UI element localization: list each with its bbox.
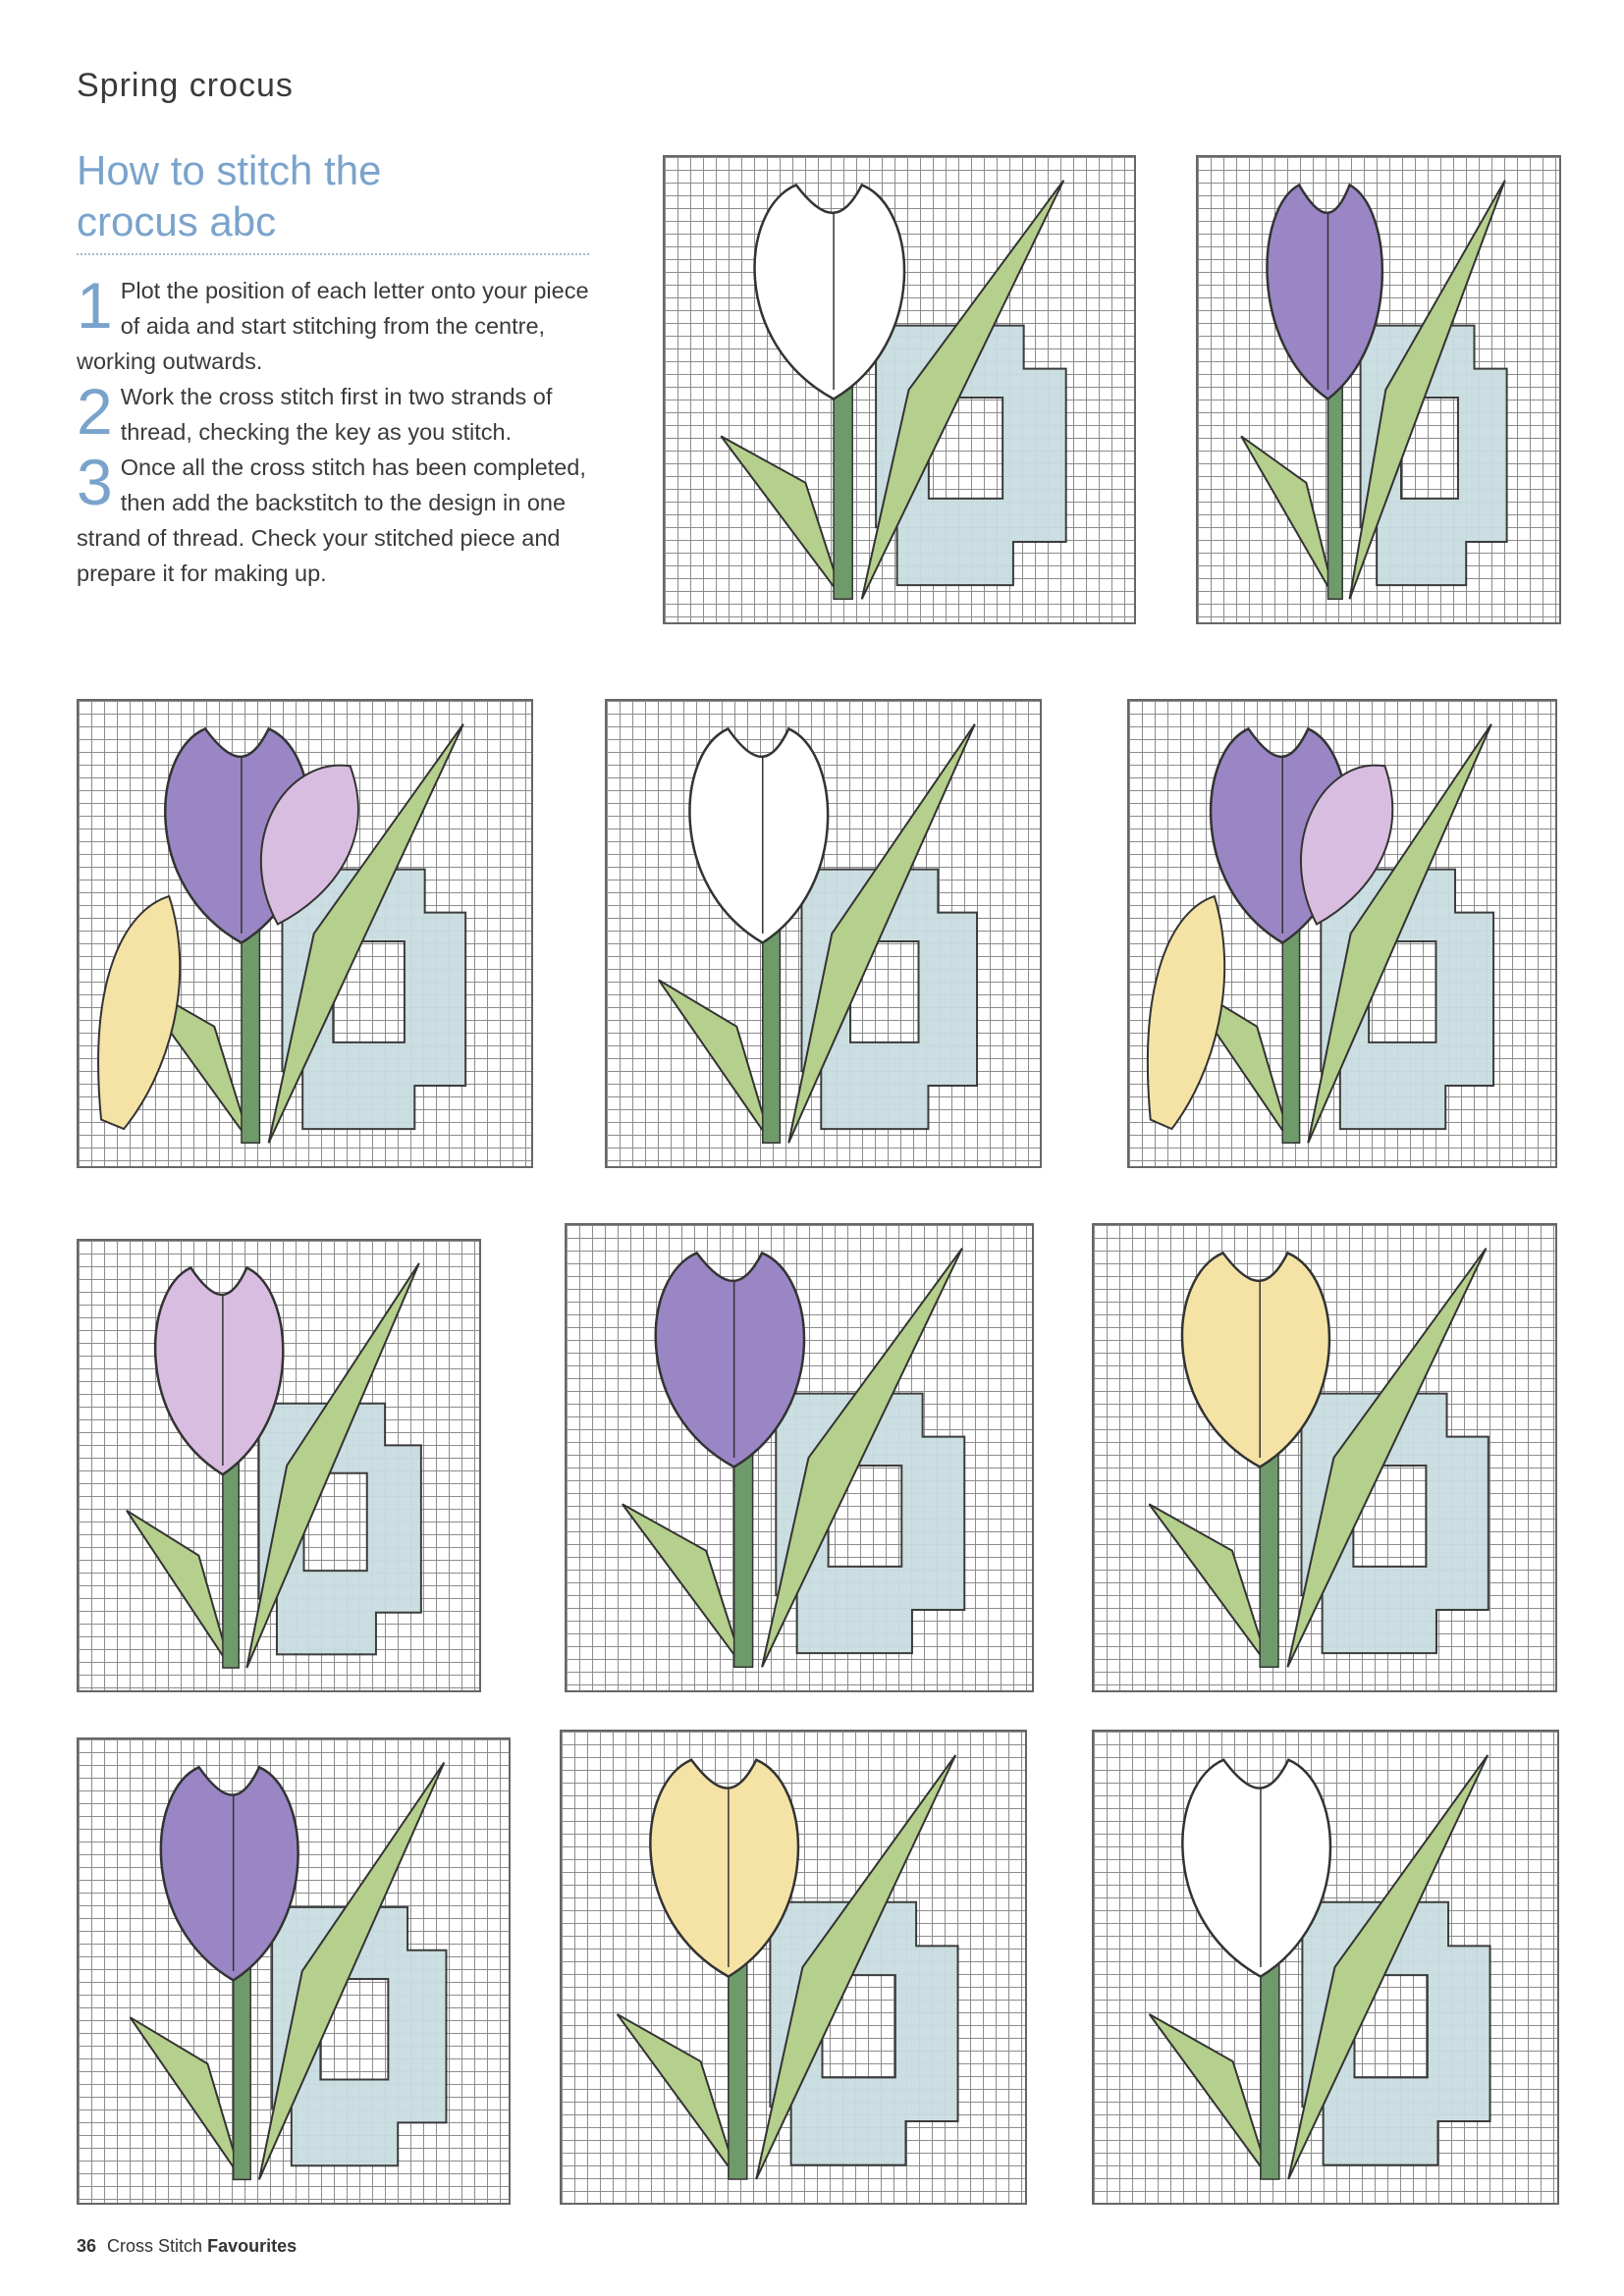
chart-illustration xyxy=(1094,1732,1557,2203)
chart-illustration xyxy=(79,1241,479,1690)
step-number: 1 xyxy=(77,269,113,342)
step-text: Work the cross stitch first in two strands of thread, checking the key as you stitch. xyxy=(120,384,553,445)
chart-illustration xyxy=(79,701,531,1166)
step-text: Once all the cross stitch has been completed, then add the backstitch to the design in one strand of thread. Check your stitched piece and prepare it for making up. xyxy=(77,454,586,586)
section-title: Spring crocus xyxy=(77,67,294,104)
step-number: 3 xyxy=(77,446,113,518)
chart-letter-b xyxy=(1196,155,1561,624)
dotted-divider xyxy=(77,253,589,255)
step-number: 2 xyxy=(77,375,113,448)
step-text: Plot the position of each letter onto your piece of aida and start stitching from the centre, working outwards. xyxy=(77,278,589,374)
chart-illustration xyxy=(562,1732,1025,2203)
chart-illustration xyxy=(1094,1225,1555,1690)
chart-illustration xyxy=(79,1739,509,2203)
chart-illustration xyxy=(607,701,1040,1166)
page-footer xyxy=(77,2236,297,2257)
magazine-name: Favourites xyxy=(207,2236,298,2256)
chart-illustration xyxy=(1129,701,1555,1166)
chart-letter-k xyxy=(1092,1730,1559,2205)
chart-illustration xyxy=(567,1225,1032,1690)
chart-letter-d xyxy=(605,699,1042,1168)
chart-letter-c xyxy=(77,699,533,1168)
chart-letter-e xyxy=(1127,699,1557,1168)
page-heading xyxy=(77,145,587,247)
step-2 xyxy=(77,375,597,450)
heading-line-2: crocus abc xyxy=(77,198,277,244)
page-number: 36 xyxy=(77,2236,97,2256)
chart-illustration xyxy=(665,157,1134,622)
heading-line-1: How to stitch the xyxy=(77,147,382,193)
chart-letter-h xyxy=(1092,1223,1557,1692)
chart-letter-i xyxy=(77,1737,511,2205)
magazine-prefix: Cross Stitch xyxy=(107,2236,203,2256)
instructions xyxy=(77,269,597,591)
chart-letter-f xyxy=(77,1239,481,1692)
step-1 xyxy=(77,269,597,379)
step-3 xyxy=(77,446,597,591)
chart-illustration xyxy=(1198,157,1559,622)
chart-letter-a xyxy=(663,155,1136,624)
chart-letter-g xyxy=(565,1223,1034,1692)
chart-letter-j xyxy=(560,1730,1027,2205)
